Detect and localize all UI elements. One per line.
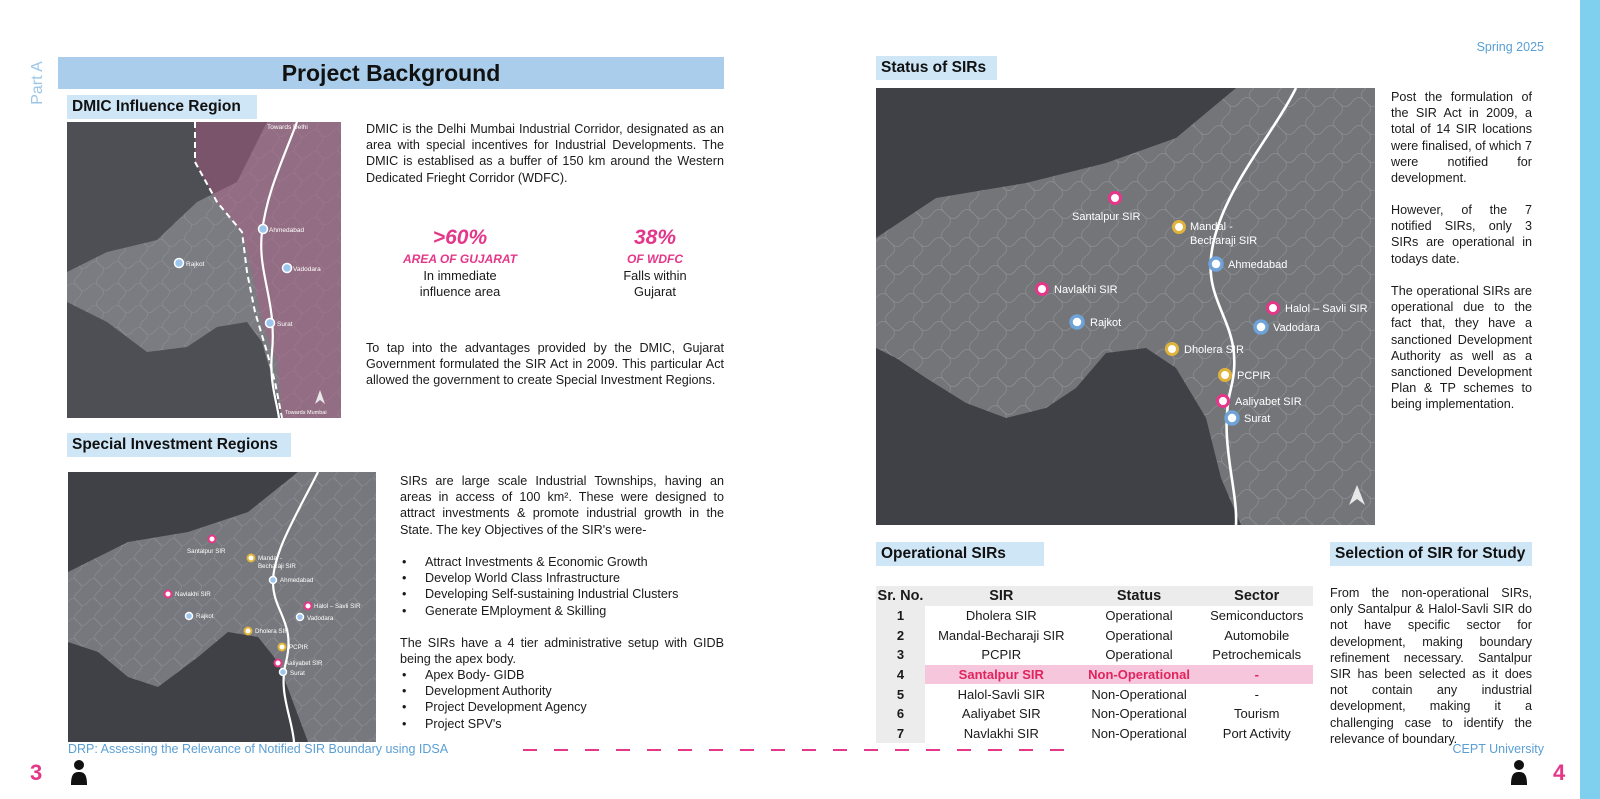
table-row xyxy=(876,645,1313,665)
status-heading: Status of SIRs xyxy=(876,56,997,80)
stat-desc-line1: In immediate xyxy=(423,268,497,283)
cell-sr: 5 xyxy=(876,684,925,704)
cell-sector: Petrochemicals xyxy=(1212,647,1302,663)
cell-status: Non-Operational xyxy=(1091,706,1187,722)
map-label-surat: Surat xyxy=(290,670,305,677)
map-label-halol: Halol – Savli SIR xyxy=(314,603,361,610)
stat-desc-line2: Gujarat xyxy=(634,284,676,299)
column-header: Sr. No. xyxy=(877,588,924,604)
table-row xyxy=(876,626,1313,646)
table-row xyxy=(876,606,1313,626)
operational-heading: Operational SIRs xyxy=(876,542,1044,566)
status-paragraph-3: The operational SIRs are operational due to the fact that, they have a sanctioned Development Authority as well as a sanctioned Development Plan & TP schemes to being implementation. xyxy=(1391,284,1532,412)
stat-value: >60% xyxy=(432,226,488,249)
column-header: SIR xyxy=(925,586,1078,606)
map-label-vadodara: Vadodara xyxy=(1273,322,1320,334)
cell-sector: Tourism xyxy=(1233,706,1280,722)
sir-description: SIRs are large scale Industrial Townships, having an areas in access of 100 km². These were designed to attract investments & promote industrial growth in the State. The key Objectives of the SIR's were- xyxy=(400,474,724,537)
operational-sir-table xyxy=(876,586,1313,743)
cell-sr: 2 xyxy=(876,626,925,646)
semester-label: Spring 2025 xyxy=(1476,40,1544,54)
map-label-aaliyabet: Aaliyabet SIR xyxy=(285,660,323,667)
cell-sector: Automobile xyxy=(1224,627,1290,643)
stat-desc-line1: Falls within xyxy=(623,268,687,283)
status-paragraph-2: However, of the 7 notified SIRs, only 3 SIRs are operational in todays date. xyxy=(1391,203,1532,266)
map-label-halol: Halol – Savli SIR xyxy=(1285,303,1368,315)
list-item: • Apex Body- GIDB xyxy=(400,667,724,683)
sir-act-paragraph: To tap into the advantages provided by the DMIC, Gujarat Government formulated the SIR Act in 2009. This particular Act allowed the government to create Special Investment Regions. xyxy=(366,341,724,388)
cell-status: Non-Operational xyxy=(1091,725,1187,741)
map-label-aaliyabet: Aaliyabet SIR xyxy=(1235,396,1302,408)
column-header: Sector xyxy=(1200,586,1313,606)
cell-sir: Halol-Savli SIR xyxy=(957,686,1045,702)
list-item: • Generate EMployment & Skilling xyxy=(400,603,724,619)
list-item: • Developing Self-sustaining Industrial Clusters xyxy=(400,586,724,602)
cell-sr: 6 xyxy=(876,704,925,724)
footer-project-title: DRP: Assessing the Relevance of Notified SIR Boundary using IDSA xyxy=(68,742,449,756)
cell-sector: - xyxy=(1200,665,1313,685)
sir-admin-paragraph: The SIRs have a 4 tier administrative setup with GIDB being the apex body. xyxy=(400,636,724,667)
sir-heading: Special Investment Regions xyxy=(67,433,291,457)
person-icon xyxy=(70,759,88,785)
cell-sir: Mandal-Becharaji SIR xyxy=(938,627,1065,643)
map-label-navlakhi: Navlakhi SIR xyxy=(175,591,211,598)
map-label-pcpir: PCPIR xyxy=(289,644,308,651)
map-label-towards-delhi: Towards Delhi xyxy=(267,124,308,131)
table-row-highlighted xyxy=(876,665,1313,685)
list-item: • Project Development Agency xyxy=(400,699,724,715)
table-row xyxy=(876,684,1313,704)
page-title: Project Background xyxy=(58,57,724,89)
map-label-mandal: Mandal - xyxy=(258,555,283,562)
column-header: Status xyxy=(1078,586,1201,606)
person-icon xyxy=(1510,759,1528,785)
map-label-ahmedabad: Ahmedabad xyxy=(269,227,305,234)
cell-sector: Port Activity xyxy=(1222,725,1291,741)
sir-map-small xyxy=(68,472,376,742)
list-item: • Attract Investments & Economic Growth xyxy=(400,554,724,570)
cell-sir: Dholera SIR xyxy=(965,608,1037,624)
cell-sir: Navlakhi SIR xyxy=(963,725,1039,741)
cell-sector: - xyxy=(1254,686,1259,702)
page-number-right: 4 xyxy=(1553,760,1566,785)
map-label-vadodara: Vadodara xyxy=(293,266,321,273)
stat-area-of-gujarat xyxy=(375,226,545,300)
cell-sector: Semiconductors xyxy=(1210,608,1304,624)
map-label-santalpur: Santalpur SIR xyxy=(1072,211,1141,223)
map-label-surat: Surat xyxy=(1244,413,1271,425)
map-label-becharaji: Becharaji SIR xyxy=(1190,235,1258,247)
map-label-surat: Surat xyxy=(277,321,293,328)
dmic-map xyxy=(67,122,341,418)
status-map xyxy=(876,88,1375,525)
map-label-navlakhi: Navlakhi SIR xyxy=(1054,284,1118,296)
stat-wdfc xyxy=(585,226,725,300)
map-label-mandal: Mandal - xyxy=(1190,221,1233,233)
selection-heading: Selection of SIR for Study xyxy=(1330,542,1532,566)
map-label-ahmedabad: Ahmedabad xyxy=(280,577,314,584)
sir-tiers-list xyxy=(400,667,724,732)
cell-status: Operational xyxy=(1105,627,1173,643)
cell-status: Non-Operational xyxy=(1078,665,1201,685)
map-label-towards-mumbai: Towards Mumbai xyxy=(285,410,327,416)
cell-status: Non-Operational xyxy=(1091,686,1187,702)
cell-sr: 3 xyxy=(876,645,925,665)
cell-status: Operational xyxy=(1105,647,1173,663)
sir-objectives-list xyxy=(400,554,724,619)
cell-status: Operational xyxy=(1105,608,1173,624)
cell-sr: 1 xyxy=(876,606,925,626)
cell-sir: PCPIR xyxy=(981,647,1022,663)
table-row xyxy=(876,704,1313,724)
list-item: • Develop World Class Infrastructure xyxy=(400,570,724,586)
part-label: Part A xyxy=(28,61,46,105)
map-label-santalpur: Santalpur SIR xyxy=(187,548,226,555)
map-label-becharaji: Becharaji SIR xyxy=(258,563,296,570)
map-label-vadodara: Vadodara xyxy=(307,615,334,622)
list-item: • Development Authority xyxy=(400,683,724,699)
map-label-rajkot: Rajkot xyxy=(196,613,214,620)
stat-desc-line2: influence area xyxy=(419,284,501,299)
dmic-description: DMIC is the Delhi Mumbai Industrial Corridor, designated as an area with special incentives for Industrial Developments. The DMIC is establised as a buffer of 150 km around the Western Dedicated Frieght Corridor (WDFC). xyxy=(366,122,724,185)
map-label-rajkot: Rajkot xyxy=(1090,317,1122,329)
cell-sr: 7 xyxy=(876,724,925,744)
map-label-dholera: Dholera SIR xyxy=(1184,344,1244,356)
table-row xyxy=(876,724,1313,744)
dmic-heading: DMIC Influence Region xyxy=(67,95,257,119)
stat-label: OF WDFC xyxy=(627,252,683,266)
stat-label: AREA OF GUJARAT xyxy=(403,252,517,266)
page-edge-bar xyxy=(1580,0,1600,799)
footer-dashed-divider xyxy=(523,749,1074,751)
status-paragraph-1: Post the formulation of the SIR Act in 2009, a total of 14 SIR locations were finalised, of which 7 were notified for development. xyxy=(1391,90,1532,186)
map-label-dholera: Dholera SIR xyxy=(255,628,289,635)
footer-institution: CEPT University xyxy=(1452,742,1544,756)
page-number-left: 3 xyxy=(30,760,43,785)
map-label-ahmedabad: Ahmedabad xyxy=(1228,259,1288,271)
list-item: • Project SPV's xyxy=(400,716,724,732)
cell-sir: Aaliyabet SIR xyxy=(961,706,1041,722)
table-header-row xyxy=(876,586,1313,606)
map-label-rajkot: Rajkot xyxy=(186,261,205,268)
stat-value: 38% xyxy=(633,226,677,249)
cell-sr: 4 xyxy=(876,665,925,685)
map-label-pcpir: PCPIR xyxy=(1237,370,1271,382)
selection-paragraph: From the non-operational SIRs, only Santalpur & Halol-Savli SIR do not have specific sector for development, making boundary refinement necessary. Santalpur SIR has been selected as it does not contain any industrial development, making it a challenging case to identify the relevance of boundary. xyxy=(1330,586,1532,746)
cell-sir: Santalpur SIR xyxy=(925,665,1078,685)
